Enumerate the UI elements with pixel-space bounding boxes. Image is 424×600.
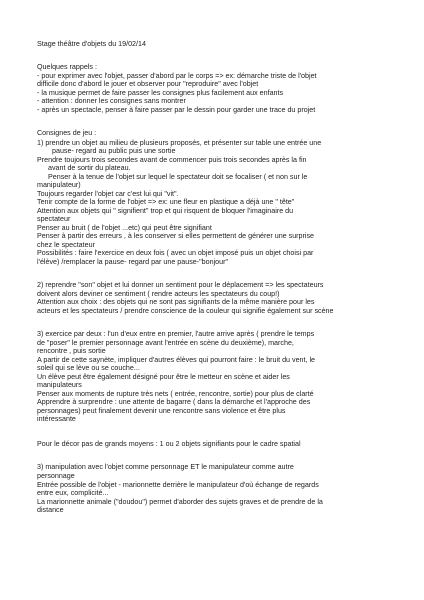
section3-line: rencontre , puis sortie bbox=[37, 347, 106, 355]
section4-line: personnage bbox=[37, 472, 75, 480]
consignes-line: Tenir compte de la forme de l'objet => ex: une fleur en plastique a déjà une " tête" bbox=[37, 198, 295, 206]
section4-line: Entrée possible de l'objet - marionnette derrière le manipulateur d'où échange de regards bbox=[37, 481, 319, 489]
section3-line: Apprendre à surprendre : une attente de bagarre ( dans la démarche et l'approche des bbox=[37, 398, 311, 406]
decor-line: Pour le décor pas de grands moyens : 1 ou 2 objets signifiants pour le cadre spatial bbox=[37, 440, 301, 448]
rappels-line: difficile donc d'abord le jouer et observer pour "reproduire" avec l'objet bbox=[37, 80, 259, 88]
rappels-line: - après un spectacle, penser à faire passer par le dessin pour garder une trace du projet bbox=[37, 106, 316, 114]
section3-line: de "poser" le premier personnage avant l'entrée en scène du deuxième), marche, bbox=[37, 339, 294, 347]
section2-line: 2) reprendre "son" objet et lui donner un sentiment pour le déplacement => les spectateurs bbox=[37, 281, 324, 289]
consignes-heading: Consignes de jeu : bbox=[37, 129, 97, 137]
rappels-line: - pour exprimer avec l'objet, passer d'abord par le corps => ex: démarche triste de l'objet bbox=[37, 72, 317, 80]
section3-line: Penser aux moments de rupture très nets ( entrée, rencontre, sortie) pour plus de clarté bbox=[37, 390, 314, 398]
consignes-line: chez le spectateur bbox=[37, 241, 95, 249]
section3-line: Un élève peut être également désigné pour être le metteur en scène et aider les bbox=[37, 373, 290, 381]
section3-line: 3) exercice par deux : l'un d'eux entre en premier, l'autre arrive après ( prendre le temps bbox=[37, 330, 315, 338]
section4-line: entre eux, complicité... bbox=[37, 489, 109, 497]
rappels-heading: Quelques rappels : bbox=[37, 63, 97, 71]
rappels-line: - attention : donner les consignes sans montrer bbox=[37, 97, 186, 105]
section3-line: personnages) peut finalement devenir une rencontre sans violence et être plus bbox=[37, 407, 286, 415]
section4-line: 3) manipulation avec l'objet comme personnage ET le manipulateur comme autre bbox=[37, 463, 294, 471]
consignes-line: 1) prendre un objet au milieu de plusieurs proposés, et présenter sur table une entrée une bbox=[37, 139, 322, 147]
consignes-line: Penser à partir des erreurs , à les conserver si elles permettent de générer une surprise bbox=[37, 232, 315, 240]
section2-line: doivent alors deviner ce sentiment ( rendre acteurs les spectateurs du coup!) bbox=[37, 290, 280, 298]
rappels-line: - la musique permet de faire passer les consignes plus facilement aux enfants bbox=[37, 89, 284, 97]
section4-line: distance bbox=[37, 506, 64, 514]
document-title: Stage théâtre d'objets du 19/02/14 bbox=[37, 40, 146, 48]
consignes-line: manipulateur) bbox=[37, 181, 81, 189]
consignes-line: Penser à la tenue de l'objet sur lequel le spectateur doit se focaliser ( et non sur le bbox=[48, 173, 308, 181]
section4-line: La marionnette animale ("doudou") permet d'aborder des sujets graves et de prendre de la bbox=[37, 498, 323, 506]
section3-line: A partir de cette saynète, impliquer d'autres élèves qui pourront faire : le bruit du vent, le bbox=[37, 356, 316, 364]
section3-line: manipulateurs bbox=[37, 381, 82, 389]
consignes-line: l'élève) /remplacer la pause- regard par une pause-"bonjour" bbox=[37, 258, 229, 266]
section3-line: intéressante bbox=[37, 415, 76, 423]
consignes-line: Penser au bruit ( de l'objet ...etc) qui peut être signifiant bbox=[37, 224, 212, 232]
section2-line: acteurs et les spectateurs / prendre conscience de la couleur qui signifie également sur scène bbox=[37, 307, 334, 315]
consignes-line: Toujours regarder l'objet car c'est lui qui "vit". bbox=[37, 190, 179, 198]
consignes-line: avant de sortir du plateau. bbox=[48, 164, 131, 172]
consignes-line: pause- regard au public puis une sortie bbox=[52, 147, 176, 155]
consignes-line: Prendre toujours trois secondes avant de commencer puis trois secondes après la fin bbox=[37, 156, 307, 164]
section3-line: soleil qui se lève ou se couche... bbox=[37, 364, 140, 372]
consignes-line: spectateur bbox=[37, 215, 71, 223]
consignes-line: Possibilités : faire l'exercice en deux fois ( avec un objet imposé puis un objet choisi par bbox=[37, 249, 314, 257]
consignes-line: Attention aux objets qui " signifient" trop et qui risquent de bloquer l'imaginaire du bbox=[37, 207, 294, 215]
section2-line: Attention aux choix : des objets qui ne sont pas signifiants de la même manière pour les bbox=[37, 298, 315, 306]
